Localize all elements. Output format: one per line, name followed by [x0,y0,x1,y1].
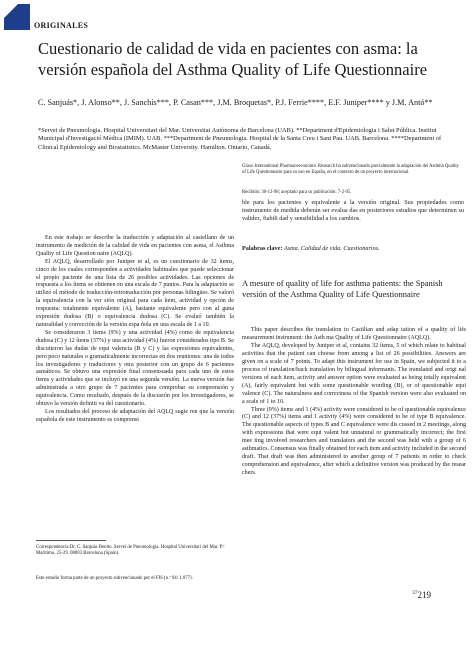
spanish-abstract [36,235,234,425]
abstract-paragraph: Three (9%) items and 1 (4%) activity were considered to be of questionable equivalence (C) and 12 (37%) items and 1 activity (4%) were considered to be of type B equivalence. The questionable aspects of types B and C equivalence were dis cussed in 2 meetings, along with expressions that were equi valent but unnatural or grammatically incorrect; the first mee ting involved researchers and translators and the second was held with a group of 6 asthmatics. Consensus was finally obtained for each item and activity included in the second draft. That draft was then administered to another group of 7 patients in order to check comprehension and equivalence, after which a definitive version was produced by the resear chers. [242,406,467,477]
abstract-paragraph: This paper describes the translation to Castilian and adap tation of a quality of life measurement instrument: the Asth ma Quality of Life Questionnaire (AQLQ). [242,327,466,341]
footnote-divider [36,540,106,541]
author-list: C. Sanjuás*, J. Alonso**, J. Sanchís***, P. Casan***, J.M. Broquetas*, P.J. Ferrie****, E.F. Juniper**** y J.M. Antó** [38,98,433,107]
section-label: ORIGINALES [34,21,89,30]
english-title: A mesure of quality of life for asthma patients: the Spanish versión of the Asthma Quality of Life Questionnaire [242,278,443,299]
abstract-paragraph: Los resultados del proceso de adaptación del AQLQ sugie ren que la versión española de este instrumento es comprensi [36,408,234,423]
abstract-continuation: ble para los pacientes y equivalente a la versión original. Sus propiedades como instrumento de medida deberán ser evalua das en posteriores estudios que determinen su validez, fiabili dad y sensibilidad a los cambios. [242,199,464,223]
funding-note: Este estudio forma parte de un proyecto subvencionado por el FIS (n.º 94/ 1.077). [36,576,193,581]
page-number-value: 219 [417,590,431,600]
keywords-label: Palabras clave: [242,245,283,252]
abstract-paragraph: Se consideraron 3 ítems (9%) y una actividad (4%) como de equivalencia dudosa (C) y 12 ítems (37%) y una actividad (4%) fueron considerados tipo B. Se discutieron las dudas de equi valencia (B y C) y las expresiones equivalentes, pero poco naturales o gramaticalmente incorrectas en dos reuniones: una de todos los investigadores y traductores y otra posterior con un grupo de 6 pacientes asmáticos. Se obtuvo una expresión final consensuada para cada uno de estos ítems y actividades que se incluyó en una segunda versión. La nueva versión fue administrada a otro grupo de 7 pacientes para comprobar su comprensión y equivalencia. Como resultado, después de la discusión por los investigadores, se obtuvo la versión definiti va del cuestionario. [36,329,234,408]
correspondence-note: Correspondencia:Dr. C. Sanjuás Benito. Servei de Pneumologia. Hospital Universitari del Mar. P.º Marítimo, 25-29. 08003 Barcelona (Spain). [36,545,225,557]
article-title: Cuestionario de calidad de vida en pacientes con asma: la versión española del Asthma Quality of Life Questionnaire [38,39,428,79]
keywords-value: Asma. Calidad de vida. Cuestionarios. [283,245,380,252]
received-date: Recibido: 30-12-98; aceptado para su publicación: 7-2-95. [242,190,352,195]
grant-note: Glaxo International Pharmacoeconomic Research ha subvencionado parcialmente la adaptación del Asthma Quality of Life Questionnaire para su uso en España, en el contexto de un proyecto internacional. [242,164,459,176]
page-superscript: 37 [412,590,418,596]
english-abstract [242,327,466,478]
affiliations: *Servei de Pneumologia. Hospital Universitari del Mar. Universitat Autònoma de Barcelona (UAB). **Department d'Epidemiologia i Salut Pública. Institut Municipal d'Investigació Mèdica (IMIM). UAB. ***Department de Pneumologia. Hospital de la Santa Creu i Sant Pau. UAB. Barcelona. ****Department of Clinical Epidemiology and Biostatistics. McMaster University. Hamilton. Ontario, Canadá. [38,127,442,151]
abstract-paragraph: El AQLQ, desarrollado por Juniper et al, es un cuestionario de 32 ítems, cinco de los cuales corresponden a actividades habituales que puede seleccionar el propio paciente de una lista de 26 posibles actividades. Las opciones de respuesta a los ítems se obtienen en una escala de 7 puntos. Para la adaptación se utilizó el método de traducción-retrotraducción por personas bilingües. Se valoró la equivalencia con la ver sión original para cada ítem, actividad y opción de respuesta: totalmente equivalente (A), bastante equivalente pero con al guna expresión dudosa (B) o equivalencia dudosa (C). Se evaluó también la naturalidad y corrección de la versión espa ñola en una escala de 1 a 10. [36,258,234,328]
abstract-paragraph: En este trabajo se describe la traducción y adaptación al castellano de un instrumento de medición de la calidad de vida en pacientes con asma, el Asthma Quality of Life Question naire (AQLQ). [36,235,234,257]
journal-logo-notch [4,4,18,18]
keywords [242,245,464,253]
abstract-paragraph: The AQLQ, developed by Juniper et al, contains 32 ítems, 5 of which relate to habitual activities that the patient can choose from among a list of 26 possibilities. Answers are given on a scale of 7 points. To adapt this instrument for use in Spain, we subjected it to a process of translation/back translation by bilingual informants. The translated and origi nal versions of each item, activity and answer option were evaluated as being totally equivalent (A), fairly equivalent but with some questionable wording (B), or of questionable equi valence (C). The naturalness and correctness of the Spanish version were also evaluated on a scale of 1 to 10. [242,342,466,405]
page-number [412,590,431,600]
